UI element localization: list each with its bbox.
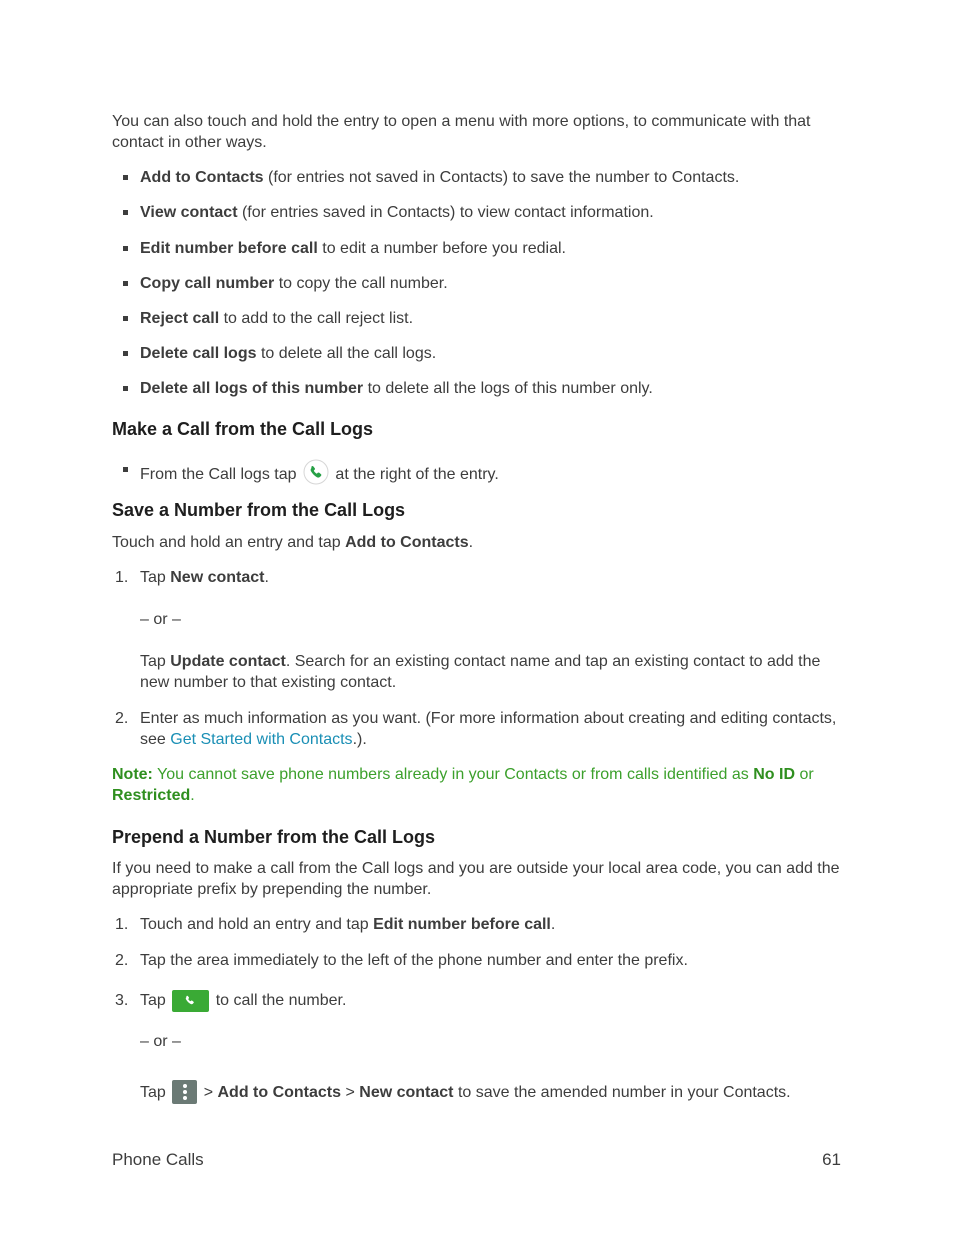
note-paragraph: Note: You cannot save phone numbers already in your Contacts or from calls identified as No ID or Restricted. [112, 766, 814, 804]
intro-paragraph: You can also touch and hold the entry to open a menu with more options, to communicate with that contact in other ways. [112, 113, 811, 151]
list-item: Delete all logs of this number to delete all the logs of this number only. [112, 378, 842, 399]
bullet-icon [123, 210, 128, 215]
list-item: 2. Tap the area immediately to the left of the phone number and enter the prefix. [115, 952, 688, 969]
alternative-step: Tap Update contact. Search for an existing contact name and tap an existing contact to add the new number to that existing contact. [140, 653, 821, 691]
section-heading: Prepend a Number from the Call Logs [112, 827, 436, 847]
list-item: Copy call number to copy the call number. [112, 273, 842, 294]
phone-icon [303, 459, 329, 485]
list-item: 3. Tap to call the number. [112, 990, 842, 1012]
bullet-icon [123, 386, 128, 391]
alternative-step: Tap > Add to Contacts > New contact to save the amended number in your Contacts. [140, 1080, 842, 1104]
page-number: 61 [822, 1150, 841, 1169]
menu-icon [172, 1080, 197, 1104]
list-item: Edit number before call to edit a number before you redial. [112, 238, 842, 259]
bullet-icon [123, 175, 128, 180]
bullet-icon [123, 467, 128, 472]
section-intro: Touch and hold an entry and tap Add to Contacts. [112, 534, 474, 551]
list-item: Delete call logs to delete all the call logs. [112, 343, 842, 364]
or-separator: – or – [140, 1033, 181, 1050]
section-heading: Save a Number from the Call Logs [112, 500, 406, 520]
list-item: 1. Touch and hold an entry and tap Edit number before call. [115, 916, 556, 933]
get-started-link[interactable]: Get Started with Contacts [170, 731, 353, 748]
bullet-icon [123, 281, 128, 286]
section-intro: If you need to make a call from the Call logs and you are outside your local area code, you can add the appropriate prefix by prepending the number. [112, 860, 840, 898]
list-item: 1. Tap New contact. [115, 569, 269, 586]
footer-section: Phone Calls [112, 1150, 204, 1169]
section-heading: Make a Call from the Call Logs [112, 419, 374, 439]
bullet-icon [123, 246, 128, 251]
call-button-icon [172, 990, 209, 1012]
bullet-icon [123, 316, 128, 321]
list-item: From the Call logs tap at the right of the entry. [112, 459, 842, 485]
list-item: View contact (for entries saved in Contacts) to view contact information. [112, 202, 842, 223]
list-item: Reject call to add to the call reject list. [112, 308, 842, 329]
bullet-icon [123, 351, 128, 356]
list-item: 2. Enter as much information as you want. (For more information about creating and editing contacts, see Get Started with Contacts.). [115, 710, 837, 748]
or-separator: – or – [140, 611, 181, 628]
list-item: Add to Contacts (for entries not saved in Contacts) to save the number to Contacts. [112, 167, 842, 188]
